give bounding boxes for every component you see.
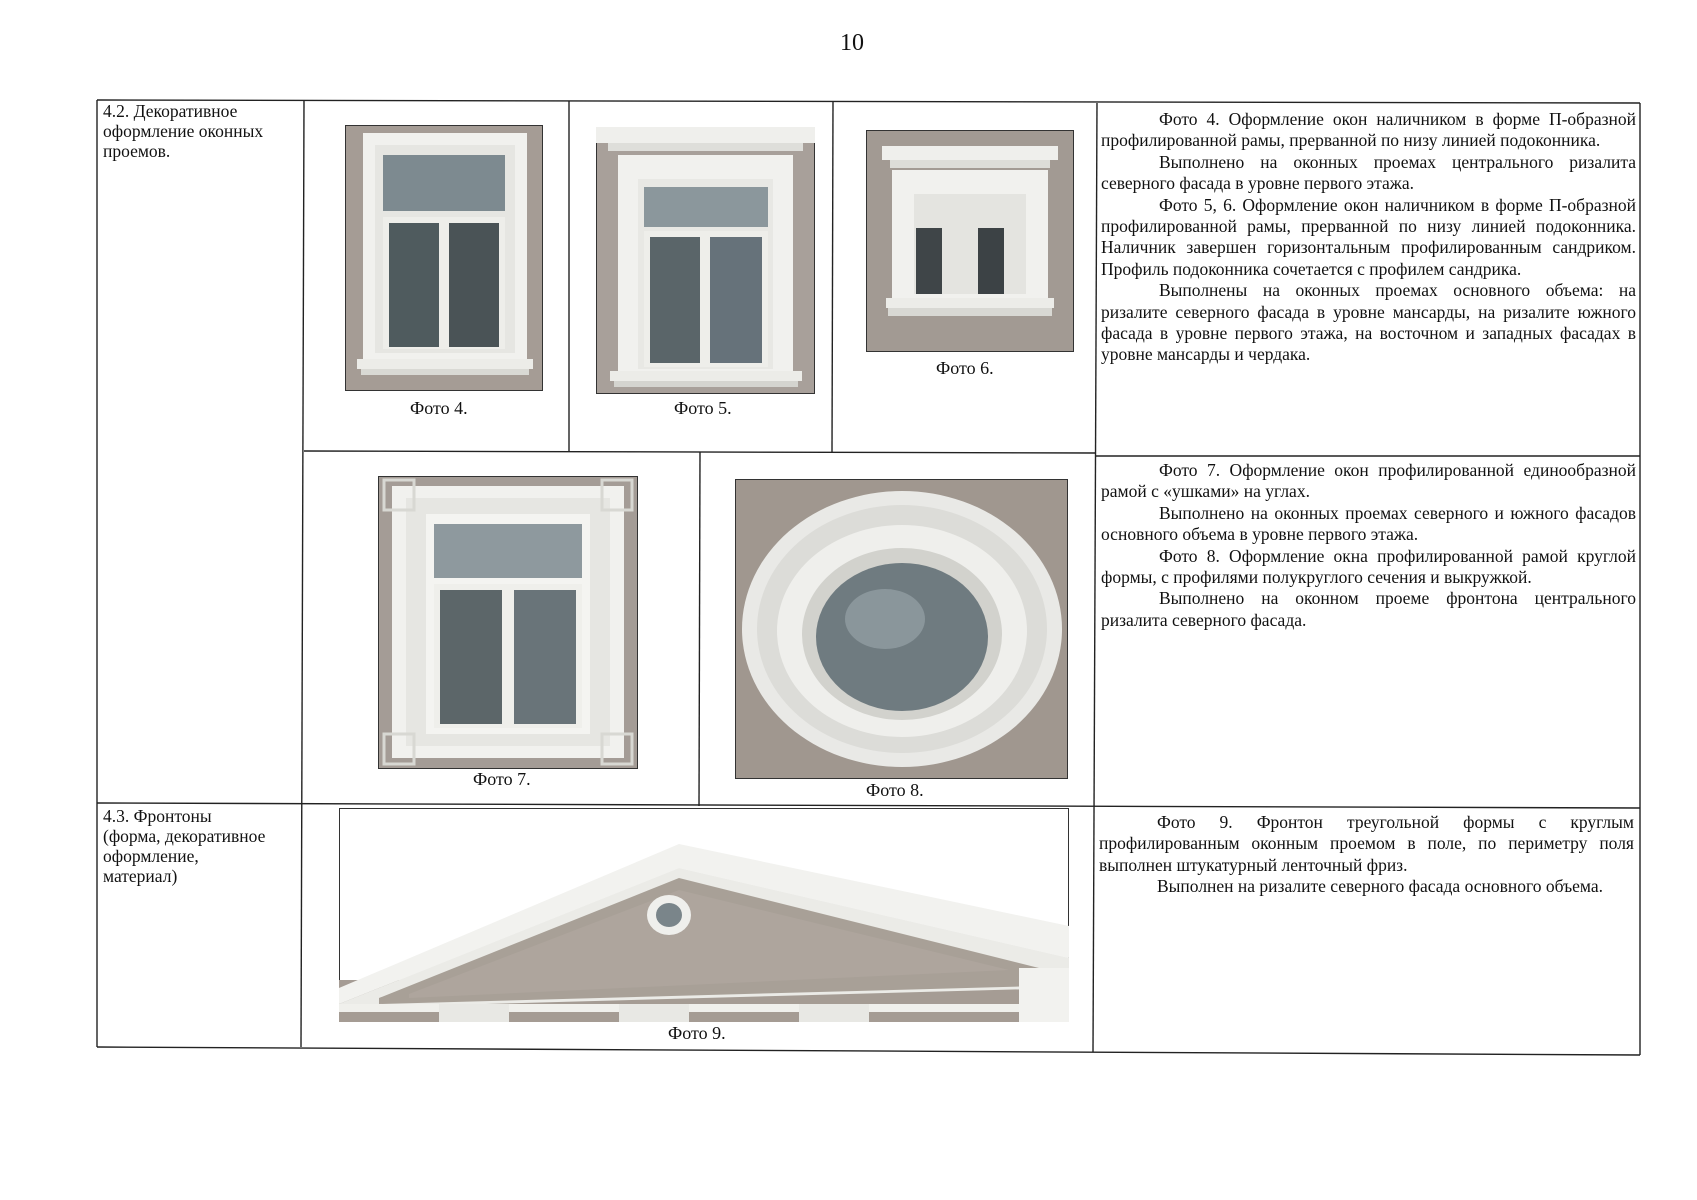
- section-label-line: 4.2. Декоративное: [103, 101, 238, 121]
- description-paragraph: Выполнен на ризалите северного фасада основного объема.: [1157, 876, 1604, 897]
- section-label-line: материал): [103, 866, 178, 886]
- photo-8-round-window: [735, 479, 1068, 779]
- photo-9-pediment: [339, 808, 1069, 1022]
- section-label-line: (форма, декоративное: [103, 826, 266, 846]
- photo-9-caption: Фото 9.: [668, 1023, 726, 1043]
- description-paragraph: Фото 4. Оформление окон наличником в форме П-образной профилированной рамы, прерванной по низу линией подоконника.: [1101, 109, 1636, 151]
- photo-5-caption: Фото 5.: [674, 398, 732, 418]
- photo-8-caption: Фото 8.: [866, 780, 924, 800]
- section-4-3-label: [103, 806, 265, 886]
- section-label-line: 4.3. Фронтоны: [103, 806, 212, 826]
- description-paragraph: Фото 8. Оформление окна профилированной рамой круглой формы, с профилями полукруглого сечения и выкружкой.: [1101, 545, 1636, 588]
- photo-4-caption: Фото 4.: [410, 398, 468, 418]
- photo-7-caption: Фото 7.: [473, 769, 531, 789]
- description-paragraph: Выполнены на оконных проемах основного объема: на ризалите северного фасада в уровне мансарды, на ризалите южного фасада в уровне первого этажа, на восточном и западных фасадах в уровне мансарды и чердака.: [1101, 280, 1636, 365]
- photo-5-window-frame: [596, 127, 815, 394]
- photo-4-window-frame: [345, 125, 543, 391]
- description-block-1: [1101, 109, 1636, 366]
- description-paragraph: Выполнено на оконном проеме фронтона центрального ризалита северного фасада.: [1101, 588, 1636, 630]
- photo-6-window-frame: [866, 130, 1074, 352]
- description-paragraph: Выполнено на оконных проемах северного и южного фасадов основного объема в уровне первого этажа.: [1101, 502, 1636, 545]
- page-number: 10: [840, 30, 864, 56]
- description-paragraph: Фото 9. Фронтон треугольной формы с круглым профилированным оконным проемом в поле, по периметру поля выполнен штукатурный ленточный фриз.: [1099, 812, 1634, 875]
- photo-7-window-frame: [378, 476, 638, 769]
- section-label-line: проемов.: [103, 141, 171, 161]
- section-label-line: оформление оконных: [103, 121, 264, 141]
- description-paragraph: Выполнено на оконных проемах центрального ризалита северного фасада в уровне первого этажа.: [1101, 151, 1636, 194]
- description-block-2: [1101, 460, 1636, 631]
- description-paragraph: Фото 7. Оформление окон профилированной единообразной рамой с «ушками» на углах.: [1101, 460, 1636, 502]
- photo-6-caption: Фото 6.: [936, 358, 994, 378]
- description-block-3: [1099, 812, 1634, 898]
- section-label-line: оформление,: [103, 846, 199, 866]
- section-4-2-label: [103, 101, 263, 161]
- description-paragraph: Фото 5, 6. Оформление окон наличником в форме П-образной профилированной рамы, прерванной по низу линией подоконника. Наличник завершен горизонтальным профилированным сандриком. Профиль подоконника сочетается с профилем сандрика.: [1101, 194, 1636, 279]
